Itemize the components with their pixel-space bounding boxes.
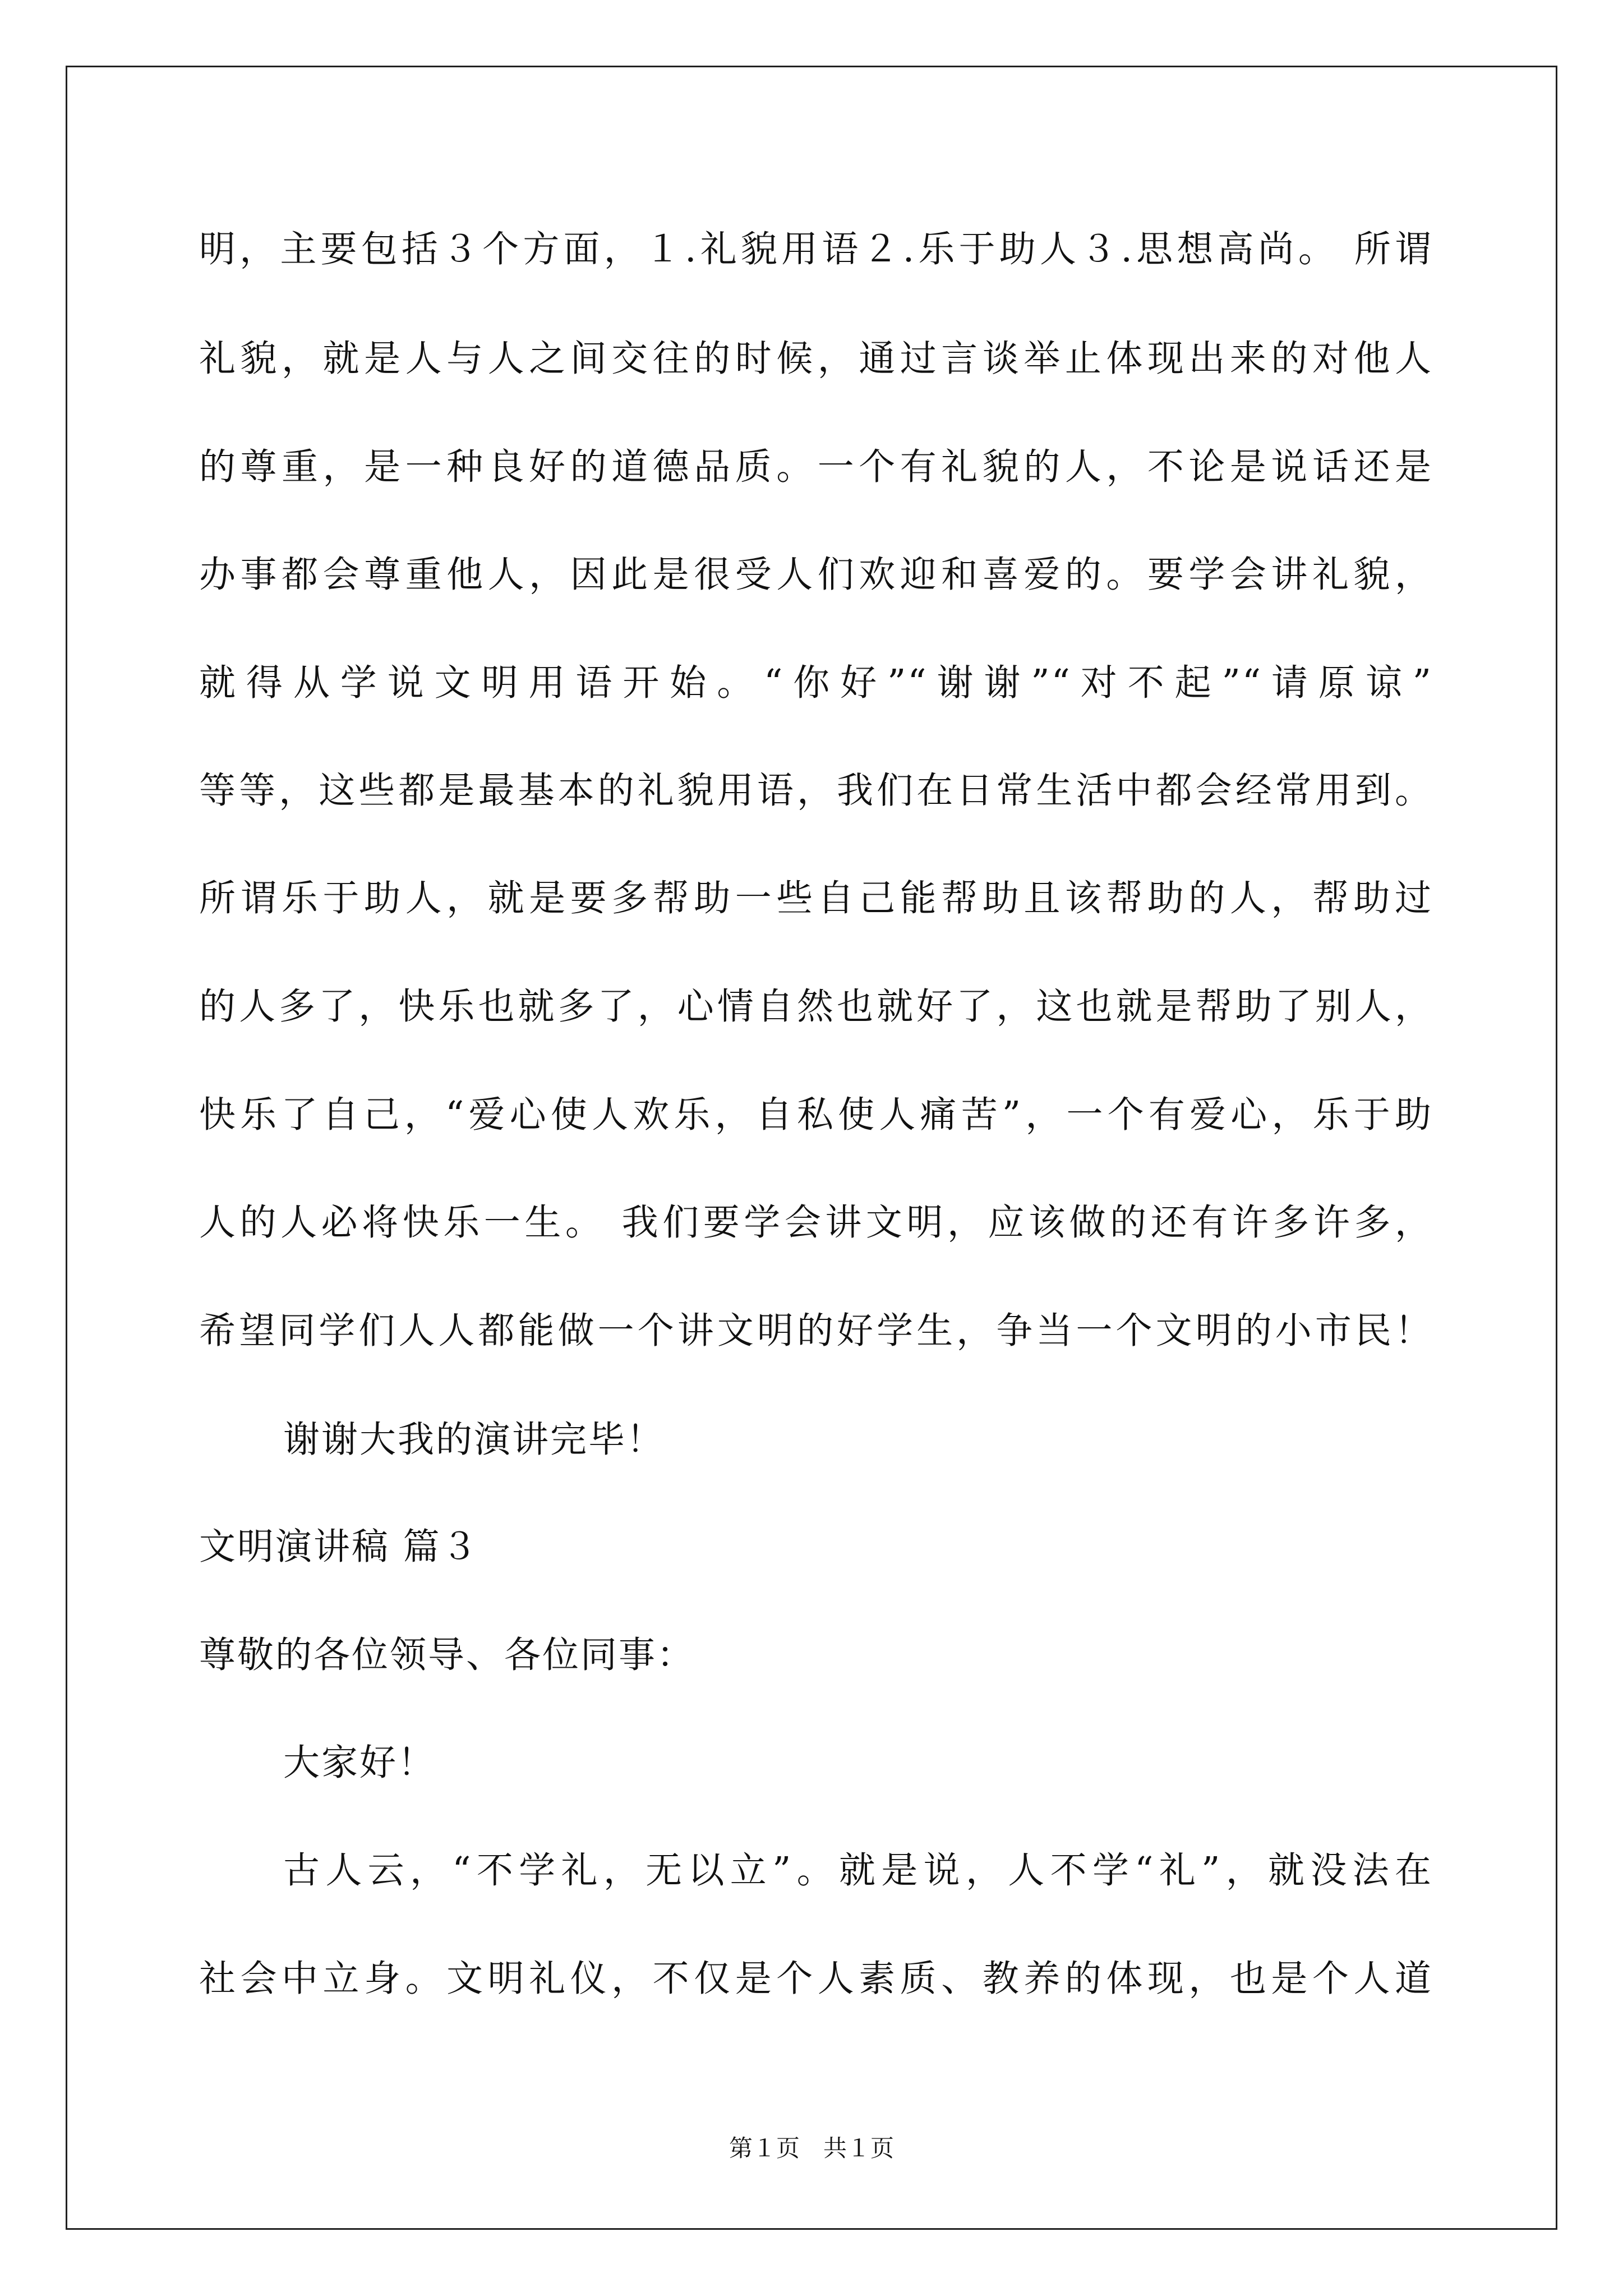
section-title: 文明演讲稿 篇３ [199, 1526, 479, 1568]
body-line-10: 人的人必将快乐一生。 我们要学会讲文明，应该做的还有许多许多， [199, 1202, 1433, 1244]
body-line-5: 就得从学说文明用语开始。“你好”“谢谢”“对不起”“请原谅” [199, 662, 1433, 704]
body-line-7: 所谓乐于助人，就是要多帮助一些自己能帮助且该帮助的人，帮助过 [199, 877, 1433, 919]
greeting: 大家好！ [283, 1742, 436, 1784]
body-line-4: 办事都会尊重他人，因此是很受人们欢迎和喜爱的。要学会讲礼貌， [199, 554, 1433, 596]
body-line-1: 明，主要包括３个方面，１.礼貌用语２.乐于助人３.思想高尚。 所谓 [199, 228, 1433, 270]
body-line-2: 礼貌，就是人与人之间交往的时候，通过言谈举止体现出来的对他人 [199, 338, 1433, 380]
closing-line: 谢谢大我的演讲完毕！ [283, 1419, 665, 1461]
body-line-3: 的尊重，是一种良好的道德品质。一个有礼貌的人，不论是说话还是 [199, 446, 1433, 488]
salutation: 尊敬的各位领导、各位同事： [199, 1634, 695, 1676]
body-line-6: 等等，这些都是最基本的礼貌用语，我们在日常生活中都会经常用到。 [199, 770, 1433, 812]
body-line-9: 快乐了自己，“爱心使人欢乐，自私使人痛苦”，一个有爱心，乐于助 [199, 1094, 1433, 1136]
paragraph-line-2: 社会中立身。文明礼仪，不仅是个人素质、教养的体现，也是个人道 [199, 1958, 1433, 2000]
body-line-8: 的人多了，快乐也就多了，心情自然也就好了，这也就是帮助了别人， [199, 986, 1433, 1028]
page-border [66, 66, 1557, 2230]
page-footer: 第１页 共１页 [728, 2134, 894, 2162]
paragraph-line-1: 古人云，“不学礼，无以立”。就是说，人不学“礼”，就没法在 [283, 1849, 1433, 1892]
body-line-11: 希望同学们人人都能做一个讲文明的好学生，争当一个文明的小市民！ [199, 1310, 1433, 1352]
